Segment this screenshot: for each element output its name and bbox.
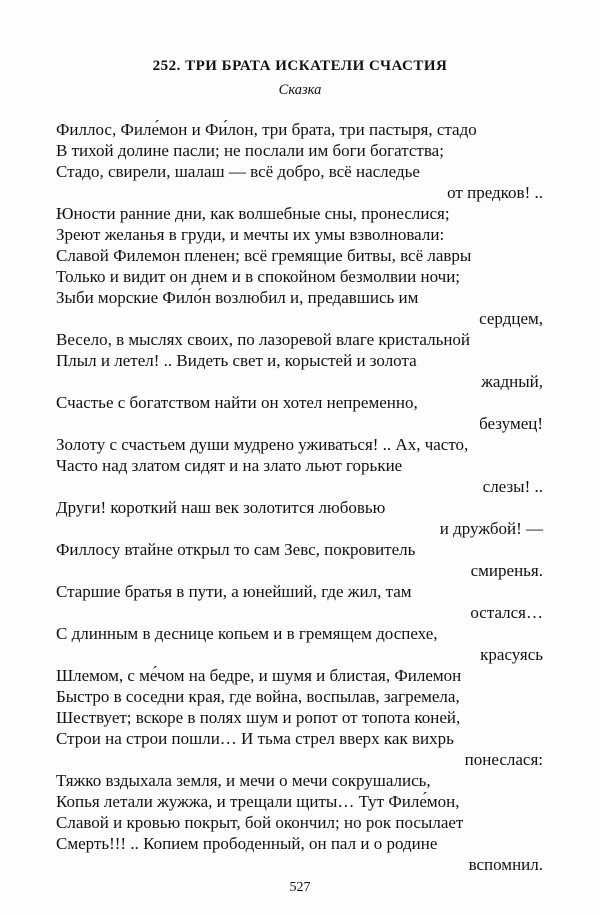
poem-line: Славой и кровью покрыт, бой окончил; но рок посылает [56, 813, 464, 832]
poem-line-continuation: сердцем, [479, 309, 543, 328]
poem-line: Шлемом, с ме́чом на бедре, и шумя и блистая, Филемон [56, 666, 462, 685]
poem-line-continuation: безумец! [479, 414, 543, 433]
poem-title: 252. ТРИ БРАТА ИСКАТЕЛИ СЧАСТИЯ [152, 58, 448, 74]
poem-line: В тихой долине пасли; не послали им боги богатства; [56, 141, 444, 160]
poem-line-continuation: вспомнил. [468, 855, 543, 874]
poem-line: Счастье с богатством найти он хотел непременно, [56, 393, 418, 412]
poem-subtitle: Сказка [278, 82, 322, 98]
poem-line: Зыби морские Фило́н возлюбил и, предавшись им [56, 288, 419, 307]
poem-line: Юности ранние дни, как волшебные сны, пронеслися; [56, 204, 450, 223]
poem-line-continuation: жадный, [481, 372, 543, 391]
poem-line-continuation: от предков! .. [447, 183, 543, 202]
poem-line-continuation: и дружбой! — [439, 519, 543, 538]
poem-line: Тяжко вздыхала земля, и мечи о мечи сокрушались, [56, 771, 431, 790]
poem-line: Шествует; вскоре в полях шум и ропот от топота коней, [56, 708, 461, 727]
poem-line: Копья летали жужжа, и трещали щиты… Тут Филе́мон, [56, 792, 460, 811]
poem-line-continuation: смиренья. [470, 561, 543, 580]
poem-line: Старшие братья в пути, а юнейший, где жил, там [56, 582, 412, 601]
poem-line: С длинным в деснице копьем и в гремящем доспехе, [56, 624, 438, 643]
poem-line: Други! короткий наш век золотится любовью [56, 498, 386, 517]
poem-line-continuation: слезы! .. [482, 477, 543, 496]
poem-line: Часто над златом сидят и на злато льют горькие [56, 456, 403, 475]
poem-line: Строи на строи пошли… И тьма стрел вверх как вихрь [56, 729, 454, 748]
page-number: 527 [289, 880, 311, 895]
poem-line: Быстро в соседни края, где война, воспылав, загремела, [56, 687, 460, 706]
poem-line: Стадо, свирели, шалаш — всё добро, всё наследье [56, 162, 420, 181]
poem-line: Филлос, Филе́мон и Фи́лон, три брата, три пастыря, стадо [56, 120, 477, 139]
poem-line: Золоту с счастьем души мудрено уживаться! .. Ах, часто, [56, 435, 469, 454]
poem-line: Только и видит он днем и в спокойном безмолвии ночи; [56, 267, 461, 286]
poem-line: Зреют желанья в груди, и мечты их умы взволновали: [56, 225, 445, 244]
poem-line-continuation: красуясь [480, 645, 543, 664]
poem-line-continuation: остался… [470, 603, 543, 622]
poem-line: Филлосу втайне открыл то сам Зевс, покровитель [56, 540, 416, 559]
poem-line: Смерть!!! .. Копием прободенный, он пал и о родине [56, 834, 438, 853]
poem-line: Славой Филемон пленен; всё гремящие битвы, всё лавры [56, 246, 472, 265]
poem-line: Плыл и летел! .. Видеть свет и, корыстей и золота [56, 351, 417, 370]
poem-line-continuation: понеслася: [464, 750, 543, 769]
poem-line: Весело, в мыслях своих, по лазоревой влаге кристальной [56, 330, 471, 349]
